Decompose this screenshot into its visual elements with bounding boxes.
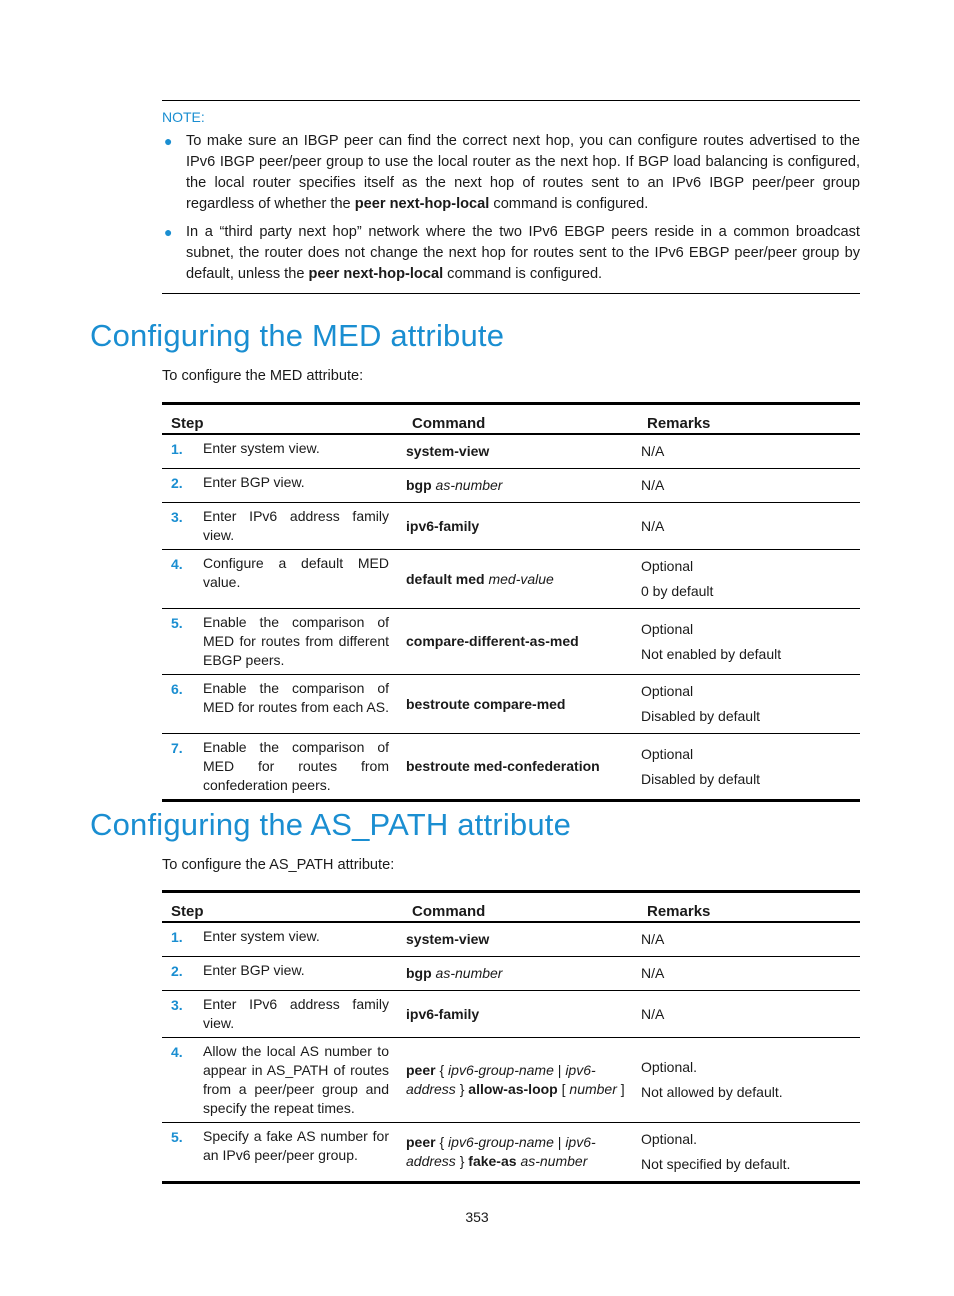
command-argument: number xyxy=(569,1081,617,1097)
step-number: 6. xyxy=(162,675,203,734)
remark-line: N/A xyxy=(641,443,665,459)
table-header-row xyxy=(162,892,860,923)
step-description: Enter BGP view. xyxy=(203,957,403,991)
remark-line: Not enabled by default xyxy=(641,645,782,662)
step-number: 5. xyxy=(162,1123,203,1183)
step-description: Enter IPv6 address family view. xyxy=(203,503,403,550)
command-keyword: peer xyxy=(406,1062,436,1078)
section-intro-as-path: To configure the AS_PATH attribute: xyxy=(162,857,395,873)
table-row xyxy=(162,434,860,469)
step-description: Enable the comparison of MED for routes from confederation peers. xyxy=(203,734,403,801)
command-keyword: compare-different-as-med xyxy=(406,633,579,649)
command-cell xyxy=(403,922,638,957)
remark-line: N/A xyxy=(641,477,665,493)
header-command: Command xyxy=(403,892,638,923)
remark-line: N/A xyxy=(641,931,665,947)
table-row xyxy=(162,675,860,734)
remark-line: Disabled by default xyxy=(641,708,761,724)
command-cell xyxy=(403,957,638,991)
remarks-cell xyxy=(638,503,860,550)
step-number: 3. xyxy=(162,991,203,1038)
command-cell xyxy=(403,609,638,675)
section-heading-med: Configuring the MED attribute xyxy=(90,318,505,353)
remark-line: Optional. xyxy=(641,1059,698,1075)
command-syntax: | xyxy=(553,1134,566,1150)
command-keyword: system-view xyxy=(406,931,490,947)
remarks-cell xyxy=(638,991,860,1038)
note-text: command is configured. xyxy=(489,196,649,212)
remark-line: Not allowed by default. xyxy=(641,1084,783,1100)
remark-line: Optional xyxy=(641,558,694,574)
command-cell xyxy=(403,991,638,1038)
header-step: Step xyxy=(162,892,403,923)
step-number: 7. xyxy=(162,734,203,801)
remark-line: 0 by default xyxy=(641,583,714,599)
remark-line: Not specified by default. xyxy=(641,1156,791,1172)
table-row xyxy=(162,922,860,957)
command-syntax: } xyxy=(455,1153,469,1169)
remarks-cell xyxy=(638,1038,860,1123)
step-description: Enter BGP view. xyxy=(203,469,403,503)
command-keyword: ipv6-family xyxy=(406,517,480,534)
command-argument: ipv6-group-name xyxy=(448,1134,554,1150)
table-row xyxy=(162,991,860,1038)
command-argument: as-number xyxy=(520,1153,588,1169)
remarks-cell xyxy=(638,469,860,503)
command-syntax: } xyxy=(455,1081,469,1097)
table-row xyxy=(162,1123,860,1183)
step-number: 2. xyxy=(162,957,203,991)
remark-line: Optional xyxy=(641,683,694,699)
command-keyword: fake-as xyxy=(468,1153,521,1169)
remark-line: Optional. xyxy=(641,1131,698,1147)
header-command: Command xyxy=(403,404,638,435)
table-row xyxy=(162,469,860,503)
command-cell xyxy=(403,675,638,734)
table-row xyxy=(162,957,860,991)
command-keyword: peer xyxy=(406,1134,436,1150)
as-path-command-table xyxy=(162,890,860,1184)
table-row xyxy=(162,1038,860,1123)
header-remarks: Remarks xyxy=(638,404,860,435)
table-row xyxy=(162,550,860,609)
remark-line: Optional xyxy=(641,620,694,637)
remarks-cell xyxy=(638,434,860,469)
command-syntax: | xyxy=(553,1062,566,1078)
step-number: 5. xyxy=(162,609,203,675)
note-text: In a “third party next hop” network where the two IPv6 EBGP peers reside in a common broadcast subnet, the router does not change the next hop for routes sent to the IPv6 EBGP peer/peer group by default, unless the xyxy=(186,224,860,282)
command-argument: ipv6-address xyxy=(406,1062,596,1097)
remark-line: N/A xyxy=(641,517,665,534)
remark-line: N/A xyxy=(641,1005,665,1022)
table-header-row xyxy=(162,404,860,435)
command-keyword: allow-as-loop xyxy=(468,1081,558,1097)
remark-line: Disabled by default xyxy=(641,770,761,787)
step-description: Enter system view. xyxy=(203,922,403,957)
table-row xyxy=(162,503,860,550)
section-heading-as-path: Configuring the AS_PATH attribute xyxy=(90,807,572,842)
remark-line: Optional xyxy=(641,745,694,762)
remarks-cell xyxy=(638,734,860,801)
command-cell xyxy=(403,434,638,469)
step-description: Enter IPv6 address family view. xyxy=(203,991,403,1038)
command-argument: med-value xyxy=(488,570,554,587)
step-number: 1. xyxy=(162,922,203,957)
note-text: To make sure an IBGP peer can find the correct next hop, you can configure routes advertised to the IPv6 IBGP peer/peer group to use the local router as the next hop. If BGP load balancing is configured, the local router specifies itself as the next hop of routes sent to an IPv6 IBGP peer/peer group regardless of whether the xyxy=(186,133,860,212)
remarks-cell xyxy=(638,609,860,675)
step-number: 1. xyxy=(162,434,203,469)
note-command: peer next-hop-local xyxy=(354,196,490,212)
note-box xyxy=(162,100,860,294)
section-intro-med: To configure the MED attribute: xyxy=(162,368,364,384)
step-description: Enable the comparison of MED for routes from different EBGP peers. xyxy=(203,609,403,675)
command-syntax: { xyxy=(435,1134,449,1150)
command-argument: as-number xyxy=(435,965,503,981)
command-syntax: { xyxy=(435,1062,449,1078)
step-description: Enter system view. xyxy=(203,434,403,469)
note-label: NOTE: xyxy=(162,109,205,125)
command-cell xyxy=(403,503,638,550)
note-item xyxy=(162,222,860,285)
remarks-cell xyxy=(638,922,860,957)
command-cell xyxy=(403,734,638,801)
command-cell xyxy=(403,550,638,609)
note-text: command is configured. xyxy=(443,266,603,282)
note-item xyxy=(162,131,860,215)
remark-line: N/A xyxy=(641,965,665,981)
remarks-cell xyxy=(638,675,860,734)
table-row xyxy=(162,734,860,801)
command-keyword: ipv6-family xyxy=(406,1005,480,1022)
bullet-icon: ● xyxy=(164,224,173,240)
bullet-icon: ● xyxy=(164,133,173,149)
table-row xyxy=(162,609,860,675)
command-cell xyxy=(403,469,638,503)
command-keyword: bestroute compare-med xyxy=(406,695,566,712)
command-argument: as-number xyxy=(435,477,503,493)
step-description: Allow the local AS number to appear in AS_PATH of routes from a peer/peer group and specify the repeat times. xyxy=(203,1038,403,1123)
remarks-cell xyxy=(638,1123,860,1183)
step-number: 4. xyxy=(162,550,203,609)
step-number: 4. xyxy=(162,1038,203,1123)
command-syntax: ] xyxy=(616,1081,625,1097)
command-argument: ipv6-group-name xyxy=(448,1062,554,1078)
command-argument: ipv6-address xyxy=(406,1134,596,1169)
command-cell xyxy=(403,1038,638,1123)
remarks-cell xyxy=(638,957,860,991)
command-syntax: [ xyxy=(557,1081,570,1097)
command-keyword: bestroute med-confederation xyxy=(406,758,600,774)
command-keyword: bgp xyxy=(406,965,436,981)
step-description: Specify a fake AS number for an IPv6 peer/peer group. xyxy=(203,1123,403,1183)
note-command: peer next-hop-local xyxy=(308,266,444,282)
header-remarks: Remarks xyxy=(638,892,860,923)
step-number: 3. xyxy=(162,503,203,550)
remarks-cell xyxy=(638,550,860,609)
command-keyword: system-view xyxy=(406,443,490,459)
step-description: Enable the comparison of MED for routes from each AS. xyxy=(203,675,403,734)
step-description: Configure a default MED value. xyxy=(203,550,403,609)
command-keyword: bgp xyxy=(406,477,436,493)
header-step: Step xyxy=(162,404,403,435)
command-keyword: default med xyxy=(406,570,489,587)
step-number: 2. xyxy=(162,469,203,503)
page-number: 353 xyxy=(465,1209,489,1225)
med-command-table xyxy=(162,402,860,802)
command-cell xyxy=(403,1123,638,1183)
